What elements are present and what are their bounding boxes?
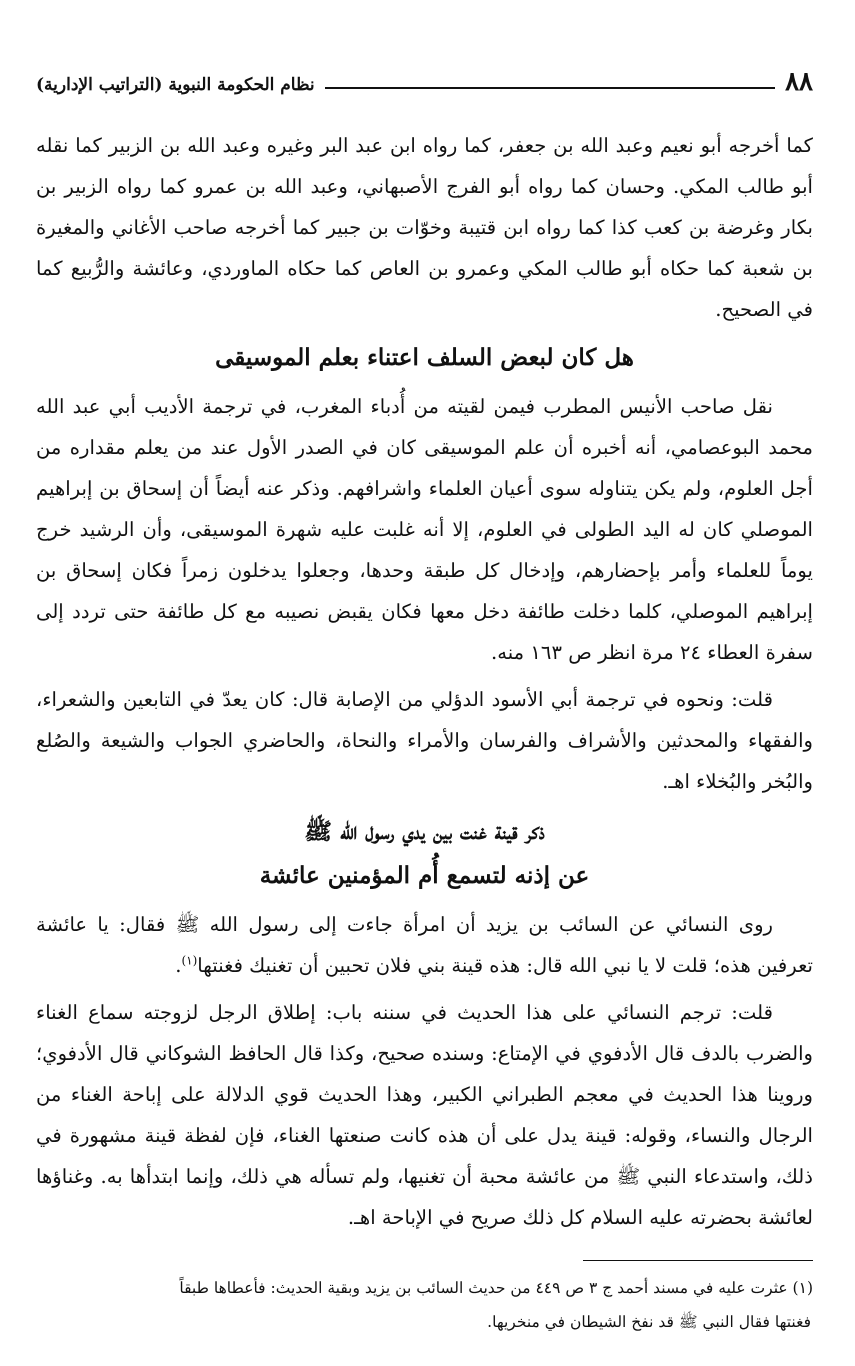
section-heading-line-1: ذكر قينة غنت بين يدي رسول الله ﷺ xyxy=(304,818,545,845)
paragraph-narrators: كما أخرجه أبو نعيم وعبد الله بن جعفر، كما رواه ابن عبد البر وغيره وعبد الله بن الزبير كما نقله أبو طالب المكي. وحسان كما رواه أبو الفرج الأصبهاني، وعبد الله بن عمرو كما رواه الزبير بن بكار وغرضة بن كعب كذا كما رواه ابن قتيبة وخوّات بن جبير كما أخرجه صاحب الأغاني والمغيرة بن شعبة كما حكاه أبو طالب المكي وعمرو بن العاص كما حكاه الماوردي، وعائشة والرُّبيع كما في الصحيح. xyxy=(36,134,813,321)
paragraph-commentary: قلت: ترجم النسائي على هذا الحديث في سننه باب: إطلاق الرجل لزوجته سماع الغناء والضرب بالدف قال الأدفوي في الإمتاع: وسنده صحيح، وكذا قال الحافظ الشوكاني قال الأدفوي؛ وروينا هذا الحديث في معجم الطبراني الكبير، وهذا الحديث قوي الدلالة على إباحة الغناء من الرجال والنساء، وقوله: قينة يدل على أن هذه كانت صنعتها الغناء، فإن لفظة قينة مشهورة في ذلك، واستدعاء النبي ﷺ من عائشة محبة أن تغنيها، ولم تسأله هي ذلك، وإنما ابتدأها به. وغناؤها لعائشة بحضرته عليه السلام كل ذلك صريح في الإباحة اهـ. xyxy=(36,1001,813,1229)
header-rule xyxy=(325,87,775,89)
running-title: نظام الحكومة النبوية (التراتيب الإدارية) xyxy=(36,75,315,95)
footnote-marker: (١) xyxy=(181,953,198,968)
page-header xyxy=(36,55,813,95)
body-text xyxy=(36,125,813,1238)
paragraph-music-knowledge: نقل صاحب الأنيس المطرب فيمن لقيته من أُدباء المغرب، في ترجمة الأديب أبي عبد الله محمد البوعصامي، أنه أخبره أن علم الموسيقى كان في الصدر الأول عند من يعلم مقداره من أجل العلوم، ولم يكن يتناوله سوى أعيان العلماء واشرافهم. وذكر عنه أيضاً أن إسحاق بن إبراهيم الموصلي كان له اليد الطولى في العلوم، إلا أنه غلبت عليه شهرة الموسيقى، وأن الرشيد خرج يوماً للعلماء وأمر بإحضارهم، وإدخال كل طبقة وحدها، وجعلوا يدخلون زمراً فكان إسحاق بن إبراهيم الموصلي، كلما دخلت طائفة دخل معها فكان يقبض نصيبه مع كل طائفة حتى تردد إلى سفرة العطاء ٢٤ مرة انظر ص ١٦٣ منه. xyxy=(36,395,813,664)
footnote-1-line-1: (١) عثرت عليه في مسند أحمد ج ٣ ص ٤٤٩ من حديث السائب بن يزيد وبقية الحديث: فأعطاها طبقاً xyxy=(179,1279,813,1297)
paragraph-nasai-narration xyxy=(36,904,813,986)
footnote-separator xyxy=(583,1260,813,1261)
narration-end: . xyxy=(175,954,182,977)
narration-text: روى النسائي عن السائب بن يزيد أن امرأة جاءت إلى رسول الله ﷺ فقال: يا عائشة تعرفين هذه؛ قلت لا يا نبي الله قال: هذه قينة بني فلان تحبين أن تغنيك فغنتها xyxy=(36,913,813,977)
section-heading-line-2: عن إذنه لتسمع أُم المؤمنين عائشة xyxy=(259,862,590,889)
paragraph-abu-al-aswad: قلت: ونحوه في ترجمة أبي الأسود الدؤلي من الإصابة قال: كان يعدّ في التابعين والشعراء، والفقهاء والمحدثين والأشراف والفرسان والأمراء والنحاة، والحاضري الجواب والشيعة والصُلع والبُخر والبُخلاء اهـ. xyxy=(36,688,813,793)
section-heading-music: هل كان لبعض السلف اعتناء بعلم الموسيقى xyxy=(215,344,634,371)
footnotes xyxy=(36,1271,813,1339)
page-number: ٨٨ xyxy=(785,67,813,97)
footnote-1-line-2: فغنتها فقال النبي ﷺ قد نفخ الشيطان في منخريها. xyxy=(487,1313,811,1331)
section-heading-singer xyxy=(36,810,813,898)
